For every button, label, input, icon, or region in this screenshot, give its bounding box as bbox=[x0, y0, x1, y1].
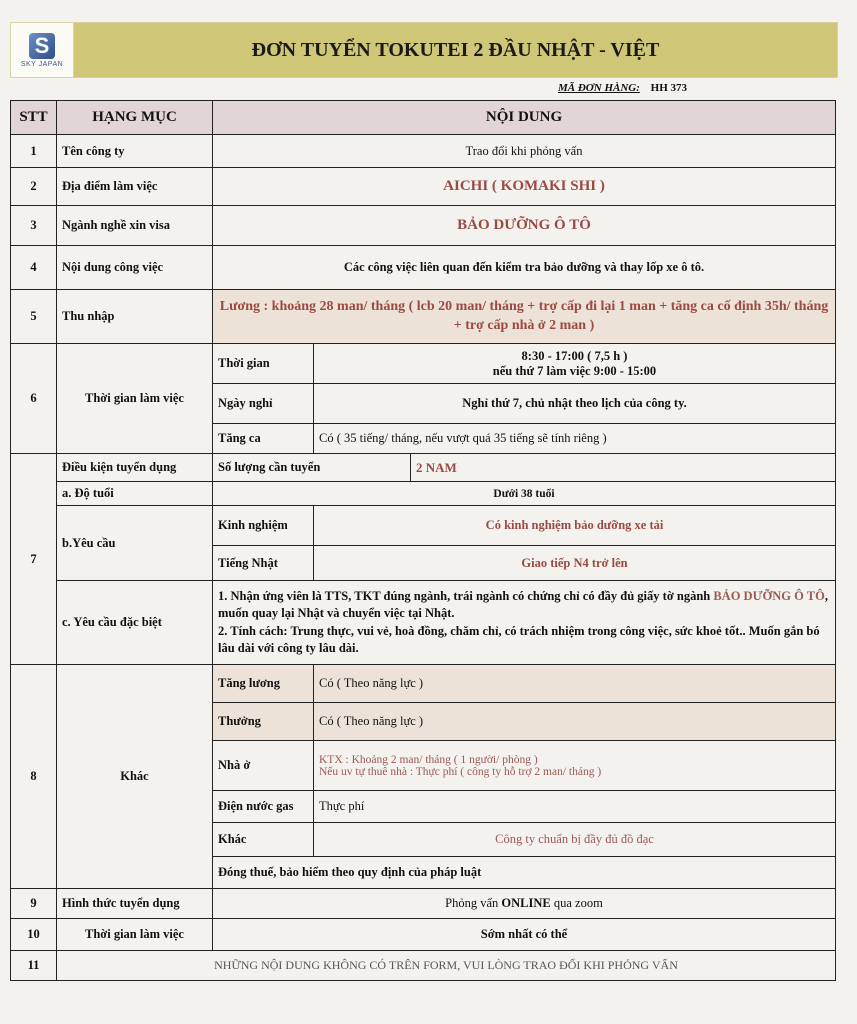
age-value: Dưới 38 tuổi bbox=[213, 482, 836, 506]
income-value: Lương : khoảng 28 man/ tháng ( lcb 20 man/ tháng + trợ cấp đi lại 1 man + tăng ca cố định 35h/ tháng + trợ cấp nhà ở 2 man ) bbox=[213, 290, 836, 344]
job-description-value: Các công việc liên quan đến kiểm tra bảo dưỡng và thay lốp xe ô tô. bbox=[213, 246, 836, 290]
column-header-content: NỘI DUNG bbox=[213, 101, 836, 135]
document-title: ĐƠN TUYỂN TOKUTEI 2 ĐẦU NHẬT - VIỆT bbox=[74, 23, 837, 77]
row-label: Thời gian làm việc bbox=[57, 919, 213, 951]
headcount-value: 2 NAM bbox=[411, 454, 836, 482]
sub-label: Thưởng bbox=[213, 703, 314, 741]
overtime-value: Có ( 35 tiếng/ tháng, nếu vượt quá 35 tiếng sẽ tính riêng ) bbox=[314, 424, 836, 454]
row-number: 10 bbox=[11, 919, 57, 951]
order-code-label: MÃ ĐƠN HÀNG: bbox=[558, 82, 640, 94]
row-label: c. Yêu cầu đặc biệt bbox=[57, 581, 213, 665]
days-off-value: Nghỉ thứ 7, chủ nhật theo lịch của công ty. bbox=[314, 384, 836, 424]
highlighted-text: BẢO DƯỠNG Ô TÔ bbox=[713, 588, 825, 603]
row-label: a. Độ tuổi bbox=[57, 482, 213, 506]
row-label: Địa điểm làm việc bbox=[57, 168, 213, 206]
company-logo bbox=[11, 23, 74, 77]
sub-label: Thời gian bbox=[213, 344, 314, 384]
housing-value bbox=[314, 741, 836, 791]
sub-label: Tiếng Nhật bbox=[213, 546, 314, 581]
row-number: 8 bbox=[11, 665, 57, 889]
table-row bbox=[11, 290, 836, 344]
order-code bbox=[558, 82, 687, 94]
visa-field-value: BẢO DƯỠNG Ô TÔ bbox=[213, 206, 836, 246]
row-label: Tên công ty bbox=[57, 135, 213, 168]
sub-label: Khác bbox=[213, 823, 314, 857]
document-header bbox=[10, 22, 838, 78]
table-row bbox=[11, 344, 836, 384]
tax-insurance-value: Đóng thuế, bảo hiểm theo quy định của pháp luật bbox=[213, 857, 836, 889]
row-number: 6 bbox=[11, 344, 57, 454]
table-row bbox=[11, 951, 836, 981]
housing-line: KTX : Khoảng 2 man/ tháng ( 1 người/ phòng ) bbox=[319, 753, 538, 766]
sub-label: Số lượng cần tuyển bbox=[213, 454, 411, 482]
row-label: Khác bbox=[57, 665, 213, 889]
sub-label: Tăng ca bbox=[213, 424, 314, 454]
row-number: 7 bbox=[11, 454, 57, 665]
table-row bbox=[11, 135, 836, 168]
utilities-value: Thực phí bbox=[314, 791, 836, 823]
table-row bbox=[11, 919, 836, 951]
job-order-table bbox=[10, 100, 836, 981]
start-date-value: Sớm nhất có thể bbox=[213, 919, 836, 951]
row-label: b.Yêu cầu bbox=[57, 506, 213, 581]
table-row bbox=[11, 506, 836, 546]
row-label: Nội dung công việc bbox=[57, 246, 213, 290]
table-row bbox=[11, 482, 836, 506]
saturday-hours-line: nếu thứ 7 làm việc 9:00 - 15:00 bbox=[492, 363, 657, 378]
row-number: 4 bbox=[11, 246, 57, 290]
sub-label: Nhà ở bbox=[213, 741, 314, 791]
row-number: 9 bbox=[11, 889, 57, 919]
row-number: 5 bbox=[11, 290, 57, 344]
table-row bbox=[11, 168, 836, 206]
column-header-stt: STT bbox=[11, 101, 57, 135]
bonus-value: Có ( Theo năng lực ) bbox=[314, 703, 836, 741]
table-row bbox=[11, 206, 836, 246]
working-hours-value bbox=[314, 344, 836, 384]
row-number: 11 bbox=[11, 951, 57, 981]
logo-text: SKY JAPAN bbox=[20, 60, 64, 68]
table-row bbox=[11, 246, 836, 290]
housing-line: Nếu uv tự thuê nhà : Thực phí ( công ty hỗ trợ 2 man/ tháng ) bbox=[319, 765, 602, 778]
table-header-row bbox=[11, 101, 836, 135]
row-number: 3 bbox=[11, 206, 57, 246]
sub-label: Điện nước gas bbox=[213, 791, 314, 823]
japanese-level-value: Giao tiếp N4 trở lên bbox=[314, 546, 836, 581]
logo-icon: S bbox=[29, 33, 55, 59]
row-label: Thu nhập bbox=[57, 290, 213, 344]
special-requirement-2: 2. Tính cách: Trung thực, vui vẻ, hoà đồng, chăm chỉ, có trách nhiệm trong công việc, sức khoẻ tốt.. Muốn gắn bó lâu dài với công ty lâu dài. bbox=[218, 623, 820, 655]
working-hours-line: 8:30 - 17:00 ( 7,5 h ) bbox=[521, 348, 628, 363]
row-label: Hình thức tuyển dụng bbox=[57, 889, 213, 919]
column-header-category: HẠNG MỤC bbox=[57, 101, 213, 135]
text-segment: , muốn quay lại Nhật và chuyển việc tại Nhật. bbox=[218, 588, 828, 620]
work-location-value: AICHI ( KOMAKI SHI ) bbox=[213, 168, 836, 206]
special-requirement-1 bbox=[218, 588, 830, 623]
table-row bbox=[11, 581, 836, 665]
text-segment: Phỏng vấn bbox=[445, 896, 502, 910]
order-code-value: HH 373 bbox=[650, 82, 688, 94]
row-number: 1 bbox=[11, 135, 57, 168]
row-number: 2 bbox=[11, 168, 57, 206]
other-benefits-value: Công ty chuẩn bị đầy đủ đồ đạc bbox=[314, 823, 836, 857]
recruitment-method-value bbox=[213, 889, 836, 919]
row-label: Điều kiện tuyển dụng bbox=[57, 454, 213, 482]
experience-value: Có kinh nghiệm bảo dưỡng xe tải bbox=[314, 506, 836, 546]
sub-label: Kinh nghiệm bbox=[213, 506, 314, 546]
table-row bbox=[11, 454, 836, 482]
sub-label: Tăng lương bbox=[213, 665, 314, 703]
company-name-value: Trao đổi khi phỏng vấn bbox=[213, 135, 836, 168]
text-segment: ONLINE bbox=[501, 896, 551, 910]
sub-label: Ngày nghỉ bbox=[213, 384, 314, 424]
footer-note: NHỮNG NỘI DUNG KHÔNG CÓ TRÊN FORM, VUI LÒNG TRAO ĐỔI KHI PHỎNG VẤN bbox=[57, 951, 836, 981]
special-requirements-value bbox=[213, 581, 836, 665]
table-row bbox=[11, 889, 836, 919]
row-label: Thời gian làm việc bbox=[57, 344, 213, 454]
salary-raise-value: Có ( Theo năng lực ) bbox=[314, 665, 836, 703]
table-row bbox=[11, 665, 836, 703]
text-segment: qua zoom bbox=[550, 896, 603, 910]
row-label: Ngành nghề xin visa bbox=[57, 206, 213, 246]
text-segment: 1. Nhận ứng viên là TTS, TKT đúng ngành, trái ngành có chứng chỉ có đầy đủ giấy tờ ngành bbox=[218, 588, 714, 603]
